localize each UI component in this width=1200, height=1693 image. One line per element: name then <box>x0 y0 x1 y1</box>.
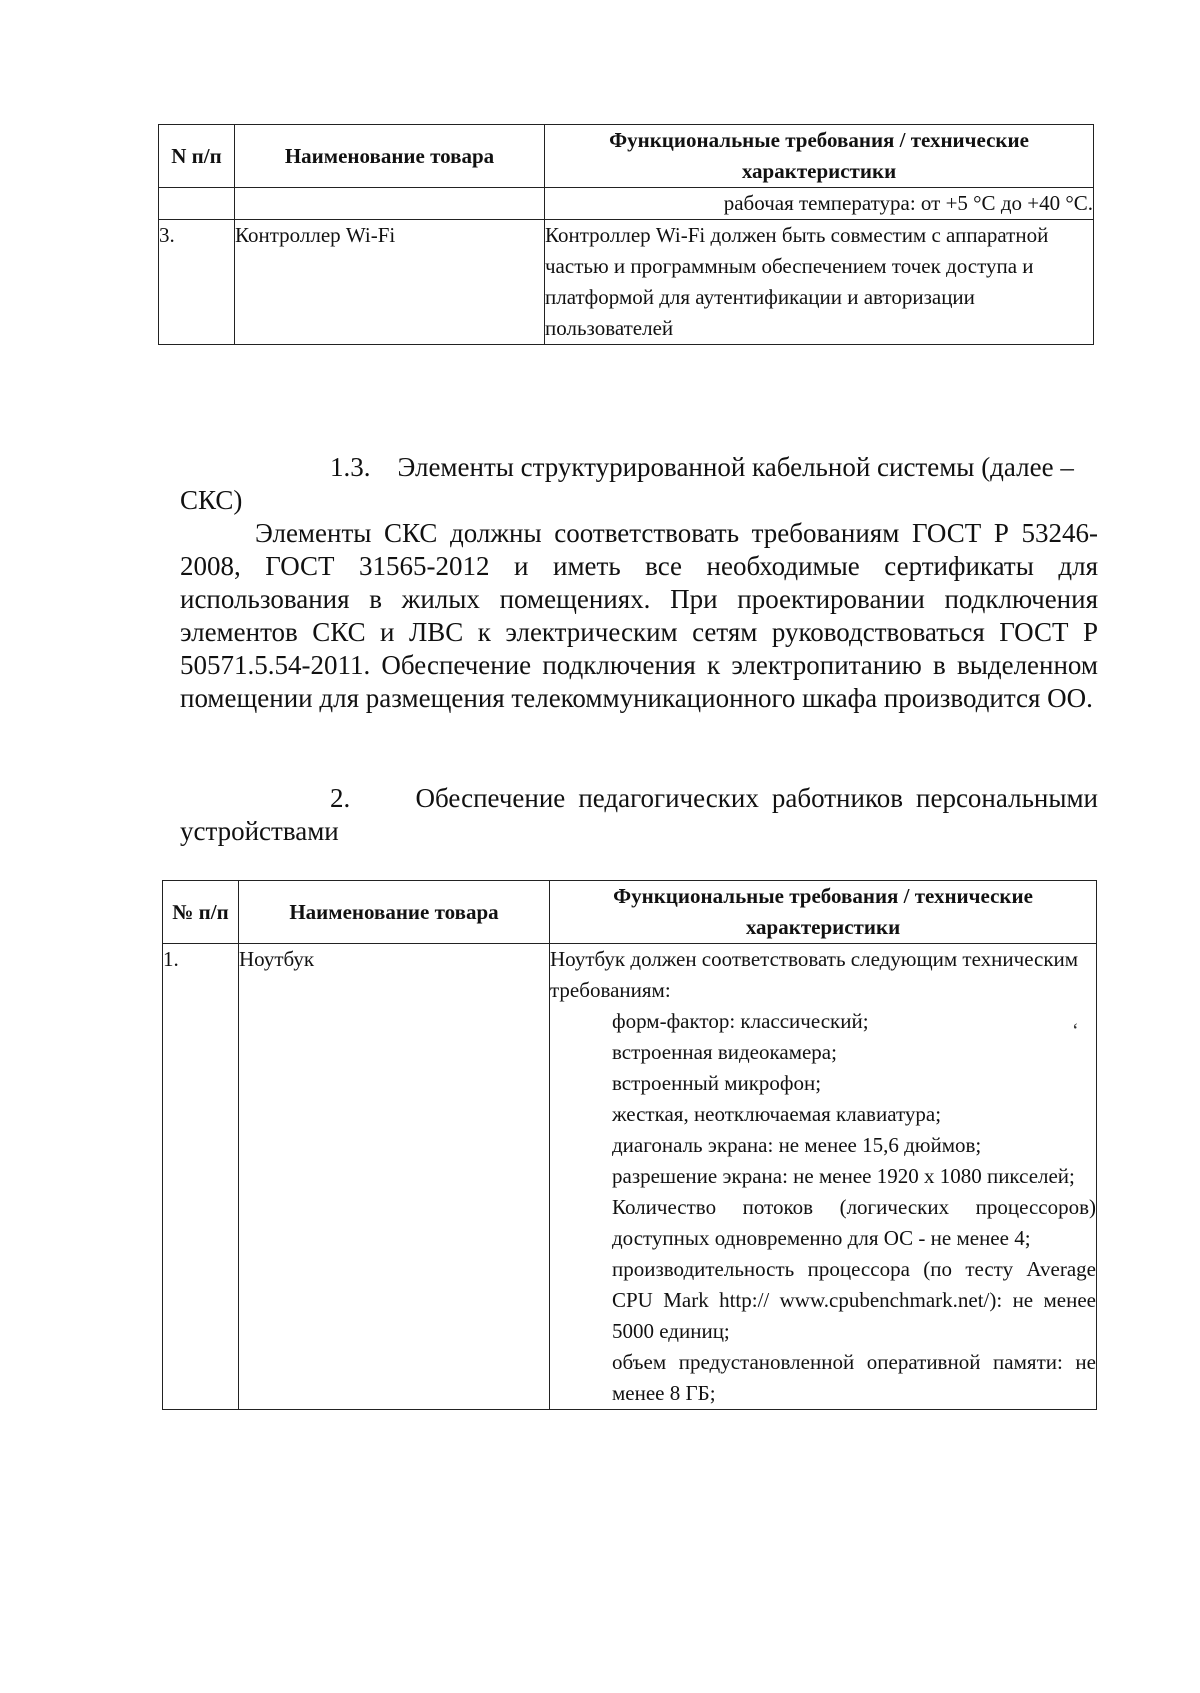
header-product-name: Наименование товара <box>239 881 550 944</box>
header-requirements: Функциональные требования / технические характеристики <box>550 881 1097 944</box>
table-row <box>163 944 1097 1410</box>
header-number: № п/п <box>163 881 239 944</box>
section-heading-1-3 <box>180 451 1098 517</box>
cell-product-name: Контроллер Wi-Fi <box>235 220 545 345</box>
section-heading-2 <box>180 782 1098 848</box>
cell-requirements-continued: рабочая температура: от +5 °C до +40 °C. <box>545 188 1094 220</box>
feature-item: производительность процессора (по тесту Average CPU Mark http:// www.cpubenchmark.net/): не менее 5000 единиц; <box>612 1257 1096 1343</box>
cell-requirements <box>550 944 1097 1410</box>
feature-item: диагональ экрана: не менее 15,6 дюймов; <box>612 1133 982 1157</box>
table-header-row <box>159 125 1094 188</box>
section-number: 1.3. <box>330 452 371 482</box>
header-requirements: Функциональные требования / технические характеристики <box>545 125 1094 188</box>
header-number: N п/п <box>159 125 235 188</box>
table-row <box>159 220 1094 345</box>
table-row-continuation <box>159 188 1094 220</box>
cell-number: 1. <box>163 944 239 1410</box>
feature-item: Количество потоков (логических процессоров) доступных одновременно для ОС - не менее 4; <box>612 1195 1096 1250</box>
cell-product-name: Ноутбук <box>239 944 550 1410</box>
section-title: Элементы структурированной кабельной системы (далее – СКС) <box>180 452 1074 515</box>
scan-speck: ʻ <box>1072 1020 1079 1042</box>
section-paragraph <box>180 517 1098 715</box>
specs-table <box>162 880 1097 1410</box>
feature-item: разрешение экрана: не менее 1920 x 1080 пикселей; <box>612 1164 1075 1188</box>
section-title: Обеспечение педагогических работников персональными устройствами <box>180 783 1099 846</box>
requirements-intro: Ноутбук должен соответствовать следующим техническим требованиям: <box>550 947 1079 1002</box>
paragraph-text: Элементы СКС должны соответствовать требованиям ГОСТ Р 53246-2008, ГОСТ 31565-2012 и иметь все необходимые сертификаты для использования в жилых помещениях. При проектировании подключения элементов СКС и ЛВС к электрическим сетям руководствоваться ГОСТ Р 50571.5.54-2011. Обеспечение подключения к электропитанию в выделенном помещении для размещения телекоммуникационного шкафа производится ОО. <box>180 518 1098 713</box>
cell-empty <box>159 188 235 220</box>
cell-requirements: Контроллер Wi-Fi должен быть совместим с аппаратной частью и программным обеспечением точек доступа и платформой для аутентификации и авторизации пользователей <box>545 220 1094 345</box>
feature-item: встроенная видеокамера; <box>612 1040 837 1064</box>
feature-list <box>550 1006 1096 1409</box>
feature-item: объем предустановленной оперативной памяти: не менее 8 ГБ; <box>612 1350 1096 1405</box>
feature-item: жесткая, неотключаемая клавиатура; <box>612 1102 942 1126</box>
header-product-name: Наименование товара <box>235 125 545 188</box>
cell-empty <box>235 188 545 220</box>
section-number: 2. <box>330 783 351 813</box>
cell-number: 3. <box>159 220 235 345</box>
specs-table-continued <box>158 124 1094 345</box>
feature-item: встроенный микрофон; <box>612 1071 822 1095</box>
table-header-row <box>163 881 1097 944</box>
feature-item: форм-фактор: классический; <box>612 1009 869 1033</box>
